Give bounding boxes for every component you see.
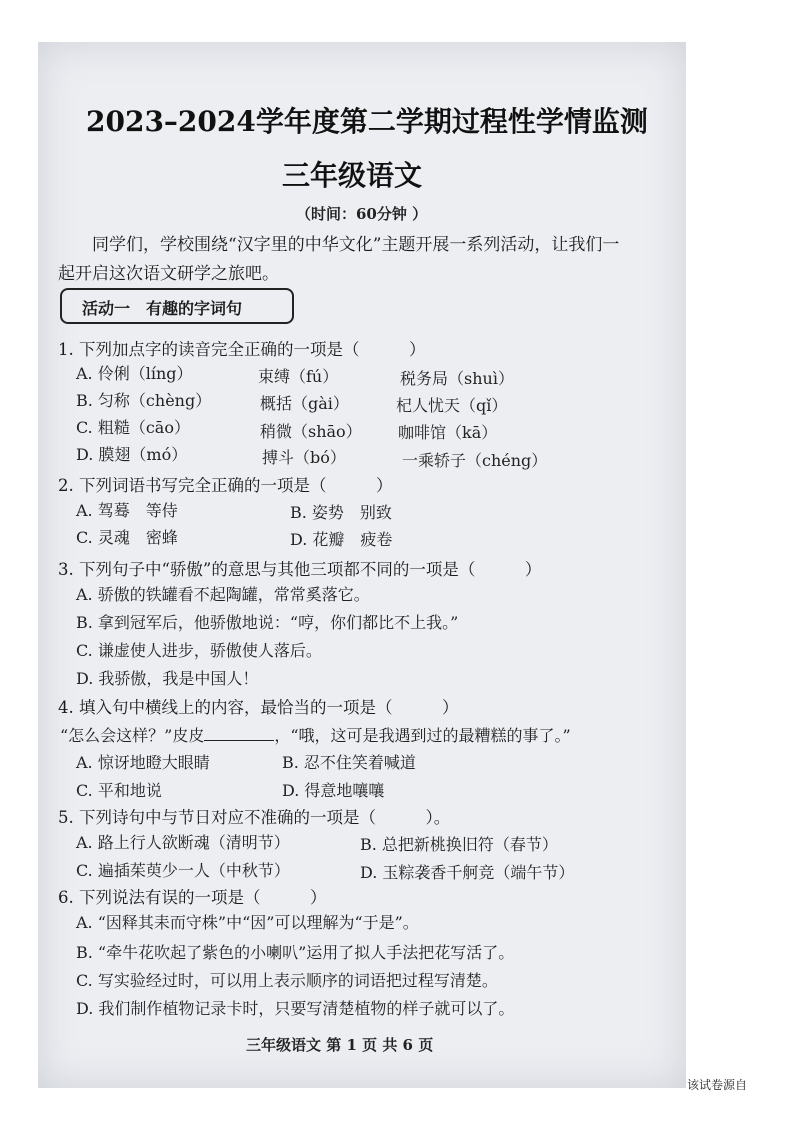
q1-d-3: 一乘轿子（chéng） — [402, 451, 548, 470]
q4-answer-blank[interactable] — [204, 726, 274, 741]
q1-b-2: 概括（gài） — [260, 394, 349, 413]
q4-sentence-post: ，“哦，这可是我遇到过的最糟糕的事了。” — [274, 726, 571, 745]
q1-c-3: 咖啡馆（kā） — [398, 423, 498, 442]
q6-option-c: C. 写实验经过时，可以用上表示顺序的词语把过程写清楚。 — [76, 971, 498, 990]
intro-line-2: 起开启这次语文研学之旅吧。 — [58, 264, 279, 284]
q6-option-a: A. “因释其耒而守株”中“因”可以理解为“于是”。 — [76, 913, 419, 932]
q3-option-a: A. 骄傲的铁罐看不起陶罐，常常奚落它。 — [76, 585, 370, 604]
source-watermark: 该试卷源自 — [687, 1078, 748, 1092]
q6-stem: 6. 下列说法有误的一项是（ ） — [58, 888, 327, 907]
q5-option-a: A. 路上行人欲断魂（清明节） — [76, 833, 290, 852]
q4-option-a: A. 惊讶地瞪大眼睛 — [76, 753, 210, 772]
q1-c-1: C. 粗糙（cāo） — [76, 418, 190, 437]
q1-b-1: B. 匀称（chèng） — [76, 391, 212, 410]
q2-option-d: D. 花瓣 疲卷 — [290, 530, 393, 549]
q4-sentence-pre: “怎么会这样？”皮皮 — [60, 726, 205, 745]
activity-box — [60, 288, 294, 324]
q5-option-d: D. 玉粽袭香千舸竞（端午节） — [360, 863, 575, 882]
q1-a-1: A. 伶俐（líng） — [76, 364, 193, 383]
q3-option-c: C. 谦虚使人进步，骄傲使人落后。 — [76, 641, 322, 660]
exam-subtitle: 三年级语文 — [282, 159, 423, 192]
q4-option-b: B. 忍不住笑着喊道 — [282, 753, 416, 772]
q6-option-d: D. 我们制作植物记录卡时，只要写清楚植物的样子就可以了。 — [76, 999, 515, 1018]
q4-sentence — [60, 723, 571, 746]
q4-option-d: D. 得意地嚷嚷 — [282, 781, 385, 800]
q1-c-2: 稍微（shāo） — [260, 422, 362, 441]
q1-stem: 1. 下列加点字的读音完全正确的一项是（ ） — [58, 340, 426, 359]
q1-a-3: 税务局（shuì） — [400, 369, 514, 388]
q4-option-c: C. 平和地说 — [76, 781, 162, 800]
q4-stem: 4. 填入句中横线上的内容，最恰当的一项是（ ） — [58, 698, 459, 717]
q1-a-2: 束缚（fú） — [258, 367, 339, 386]
q1-b-3: 杞人忧天（qǐ） — [396, 396, 508, 415]
q3-option-b: B. 拿到冠军后，他骄傲地说：“哼，你们都比不上我。” — [76, 613, 459, 632]
q1-d-2: 搏斗（bó） — [262, 448, 346, 467]
q2-stem: 2. 下列词语书写完全正确的一项是（ ） — [58, 476, 393, 495]
q5-stem: 5. 下列诗句中与节日对应不准确的一项是（ ）。 — [58, 808, 451, 827]
q1-d-1: D. 膜翅（mó） — [76, 445, 188, 464]
exam-title: 2023–2024学年度第二学期过程性学情监测 — [86, 105, 648, 138]
q5-option-b: B. 总把新桃换旧符（春节） — [360, 835, 558, 854]
q6-option-b: B. “牵牛花吹起了紫色的小喇叭”运用了拟人手法把花写活了。 — [76, 943, 515, 962]
page-footer: 三年级语文 第 1 页 共 6 页 — [246, 1036, 434, 1054]
q2-option-b: B. 姿势 别致 — [290, 503, 392, 522]
q3-stem: 3. 下列句子中“骄傲”的意思与其他三项都不同的一项是（ ） — [58, 560, 542, 579]
q2-option-c: C. 灵魂 密蜂 — [76, 528, 178, 547]
activity-label: 活动一 有趣的字词句 — [82, 299, 243, 318]
q5-option-c: C. 遍插茱萸少一人（中秋节） — [76, 861, 290, 880]
q3-option-d: D. 我骄傲，我是中国人！ — [76, 669, 259, 688]
q2-option-a: A. 驾蓦 等侍 — [76, 501, 178, 520]
intro-line-1: 同学们，学校围绕“汉字里的中华文化”主题开展一系列活动，让我们一 — [92, 235, 620, 255]
exam-time: （时间：60分钟 ） — [296, 205, 428, 223]
